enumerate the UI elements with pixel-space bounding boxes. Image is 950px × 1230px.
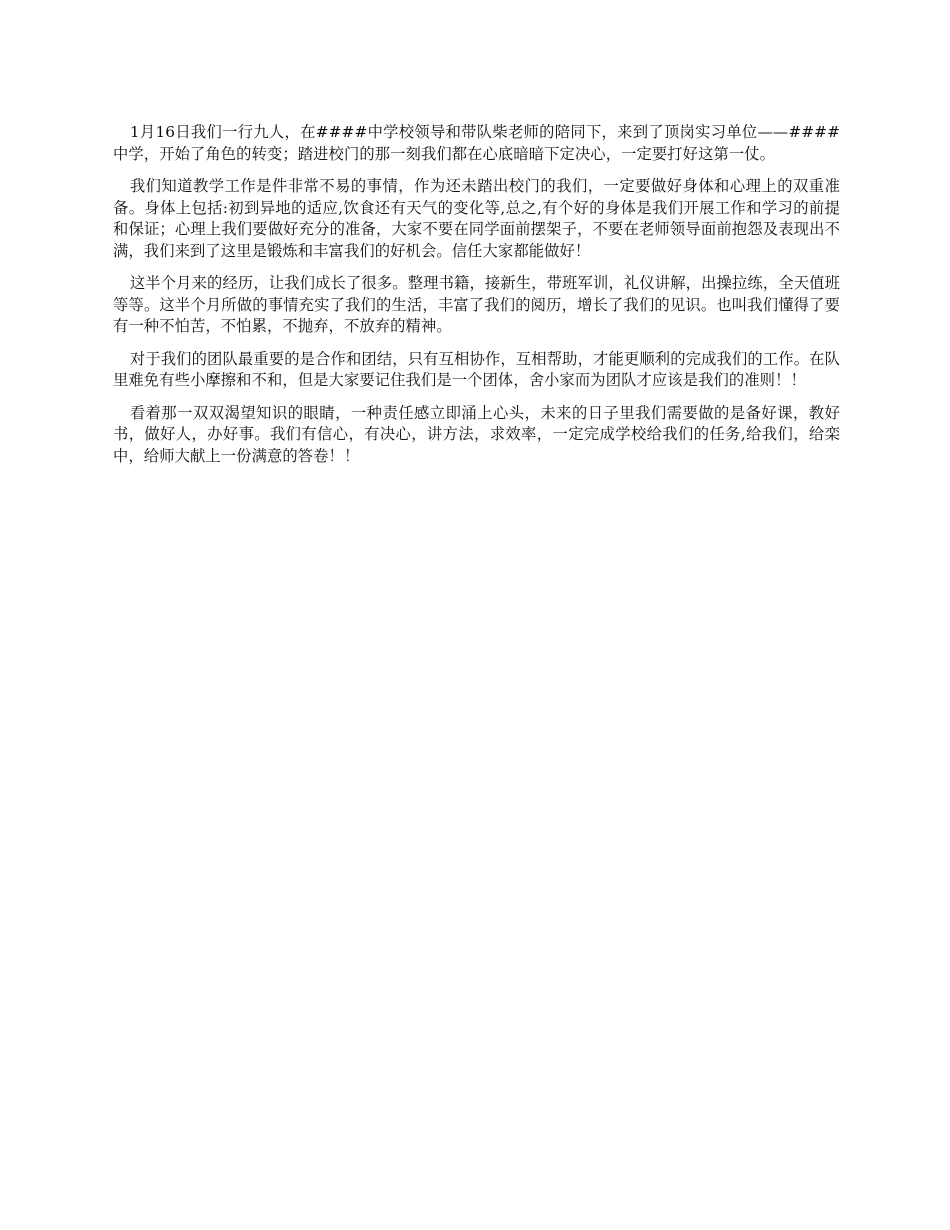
paragraph-arrival: 1月16日我们一行九人，在####中学校领导和带队柴老师的陪同下，来到了顶岗实习单位——####中学，开始了角色的转变；踏进校门的那一刻我们都在心底暗暗下定决心，一定要打好这第一仗。 [113,123,840,163]
document-body [113,122,840,478]
paragraph-experience: 这半个月来的经历，让我们成长了很多。整理书籍，接新生，带班军训，礼仪讲解，出操拉练，全天值班等等。这半个月所做的事情充实了我们的生活，丰富了我们的阅历，增长了我们的见识。也叫我们懂得了要有一种不怕苦，不怕累，不抛弃，不放弃的精神。 [113,274,840,335]
paragraph-preparation: 我们知道教学工作是件非常不易的事情，作为还未踏出校门的我们，一定要做好身体和心理上的双重准备。身体上包括:初到异地的适应,饮食还有天气的变化等,总之,有个好的身体是我们开展工作和学习的前提和保证；心理上我们要做好充分的准备，大家不要在同学面前摆架子，不要在老师领导面前抱怨及表现出不满，我们来到了这里是锻炼和丰富我们的好机会。信任大家都能做好！ [113,177,840,260]
paragraph-teamwork: 对于我们的团队最重要的是合作和团结，只有互相协作，互相帮助，才能更顺利的完成我们的工作。在队里难免有些小摩擦和不和，但是大家要记住我们是一个团体，舍小家而为团队才应该是我们的准则！！ [113,349,840,389]
paragraph-commitment: 看着那一双双渴望知识的眼睛，一种责任感立即涌上心头，未来的日子里我们需要做的是备好课，教好书，做好人，办好事。我们有信心，有决心，讲方法，求效率，一定完成学校给我们的任务,给我们，给栾中，给师大献上一份满意的答卷！！ [113,403,840,465]
